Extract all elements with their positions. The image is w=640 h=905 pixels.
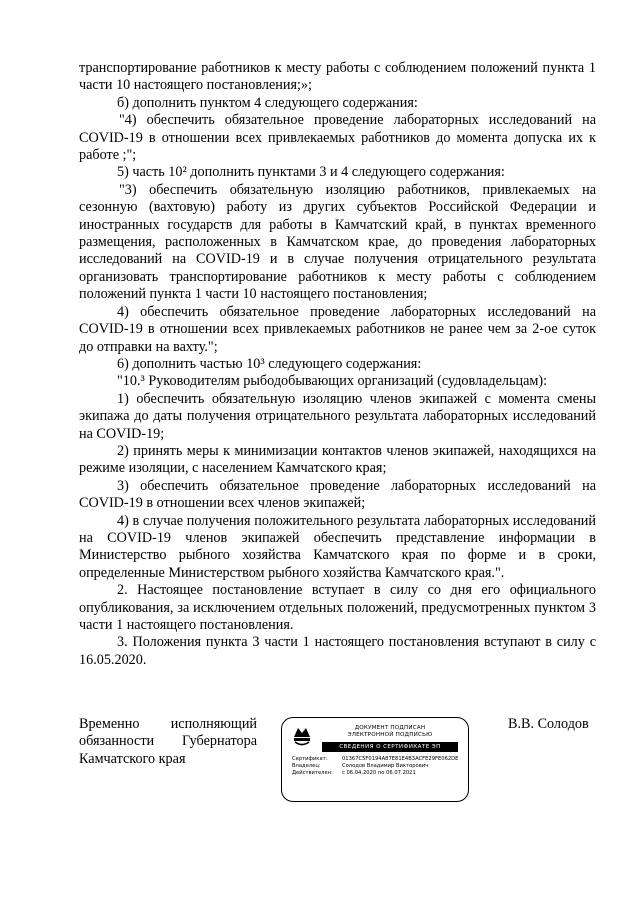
coat-of-arms-icon <box>292 725 312 747</box>
paragraph-14: 3. Положения пункта 3 части 1 настоящего постановления вступают в силу с 16.05.2020. <box>79 634 596 668</box>
paragraph-3: "4) обеспечить обязательное проведение лабораторных исследований на COVID-19 в отношении всех привлекаемых работников до момента допуска их к работе ;"; <box>79 112 596 164</box>
stamp-header-line-1: ДОКУМЕНТ ПОДПИСАН <box>354 725 426 731</box>
paragraph-5: "3) обеспечить обязательную изоляцию работников, привлекаемых на сезонную (вахтовую) работу из других субъектов Российской Федерации и иностранных государств для работы в Камчатский край, в пунктах временного размещения, расположенных в Камчатском крае, до проведения лабораторных исследований на COVID-19 и в случае получения отрицательного результата организовать транспортирование работников к месту работы с соблюдением положений пункта 1 части 10 настоящего постановления; <box>79 181 596 303</box>
paragraph-2: б) дополнить пунктом 4 следующего содержания: <box>117 94 418 111</box>
electronic-signature-stamp <box>281 717 469 802</box>
signatory-title <box>79 716 257 768</box>
paragraph-12: 4) в случае получения положительного результата лабораторных исследований на COVID-19 членов экипажей обеспечить представление информации в Министерство рыбного хозяйства Камчатского края по форме и в сроки, определенные Министерством рыбного хозяйства Камчатского края.". <box>79 512 596 581</box>
document-body <box>79 60 596 669</box>
paragraph-7: 6) дополнить частью 10³ следующего содержания: <box>117 355 422 372</box>
stamp-header <box>330 725 450 739</box>
stamp-header-line-2: ЭЛЕКТРОННОЙ ПОДПИСЬЮ <box>347 732 433 738</box>
paragraph-8: "10.³ Руководителям рыбодобывающих организаций (судовладельцам): <box>117 373 548 390</box>
stamp-value: 01367C5F0194A87E81E4B3ACFE29FE062DE <box>342 756 459 762</box>
paragraph-6: 4) обеспечить обязательное проведение лабораторных исследований на COVID-19 в отношении всех привлекаемых работников не ранее чем за 2-ое суток до отправки на вахту."; <box>79 303 596 355</box>
paragraph-9: 1) обеспечить обязательную изоляцию членов экипажей с момента смены экипажа до даты получения отрицательного результата лабораторных исследований на COVID-19; <box>79 390 596 442</box>
stamp-details <box>292 756 458 778</box>
stamp-certificate-bar: СВЕДЕНИЯ О СЕРТИФИКАТЕ ЭП <box>322 742 458 752</box>
signatory-title-line-3: Камчатского края <box>79 750 186 767</box>
signatory-word: исполняющий <box>170 716 257 732</box>
signatory-name: В.В. Солодов <box>508 716 589 732</box>
paragraph-10: 2) принять меры к минимизации контактов членов экипажей, находящихся на режиме изоляции, с населением Камчатского края; <box>79 442 596 477</box>
signatory-word: обязанности <box>79 733 155 750</box>
stamp-label: Сертификат: <box>292 756 328 762</box>
paragraph-13: 2. Настоящее постановление вступает в силу со дня его официального опубликования, за исключением отдельных положений, предусмотренных пунктом 3 части 1 настоящего постановления. <box>79 582 596 633</box>
paragraph-4: 5) часть 10² дополнить пунктами 3 и 4 следующего содержания: <box>117 164 505 181</box>
stamp-value: Солодов Владимир Викторович <box>342 763 429 770</box>
signatory-title-line-1 <box>79 716 257 733</box>
stamp-value: с 06.04.2020 по 06.07.2021 <box>342 770 416 777</box>
stamp-row-valid <box>292 770 458 777</box>
stamp-label: Действителен: <box>292 770 333 777</box>
paragraph-1: транспортирование работников к месту работы с соблюдением положений пункта 1 части 10 настоящего постановления;»; <box>79 60 596 94</box>
stamp-row-certificate <box>292 756 458 763</box>
signatory-word: Губернатора <box>181 733 257 750</box>
paragraph-11: 3) обеспечить обязательное проведение лабораторных исследований на COVID-19 в отношении всех членов экипажей; <box>79 477 596 512</box>
stamp-label: Владелец: <box>292 763 321 770</box>
signatory-title-line-2 <box>79 733 257 750</box>
signatory-word: Временно <box>79 716 140 732</box>
